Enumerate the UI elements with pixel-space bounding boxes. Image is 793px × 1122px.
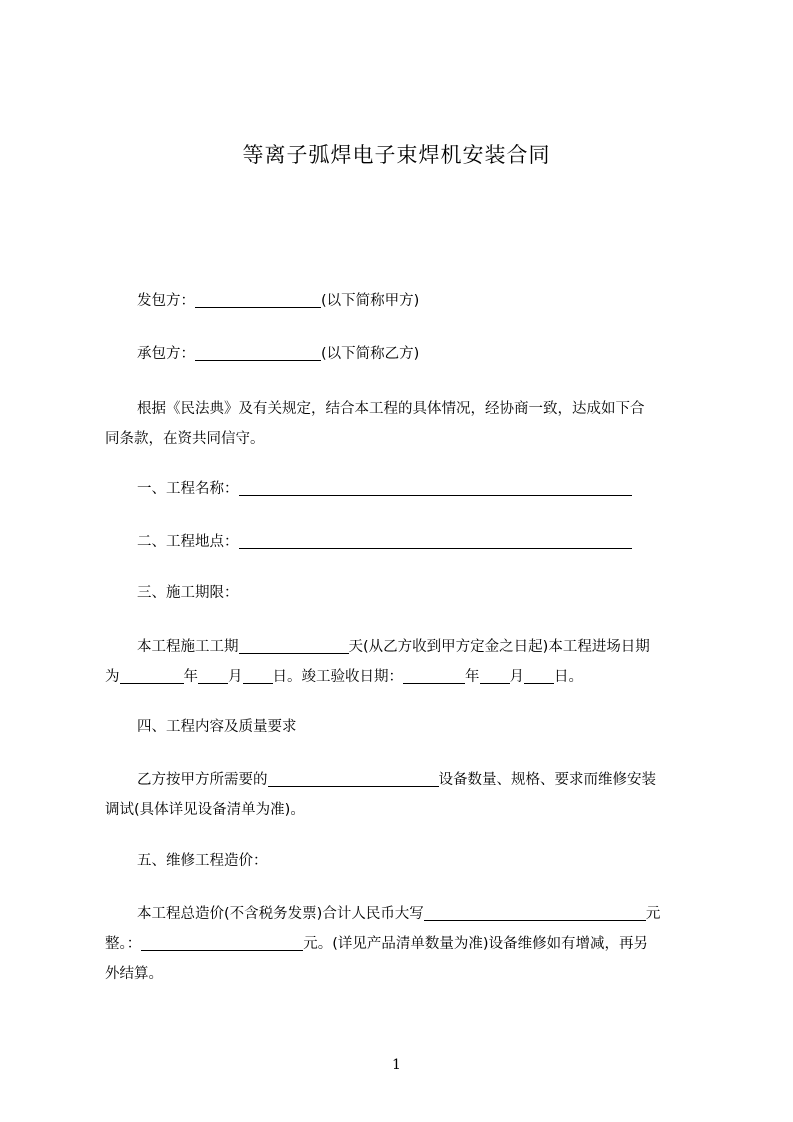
section-3-line-2: [105, 662, 703, 692]
section-2-label: 二、工程地点：: [137, 534, 239, 550]
construction-days-blank: [239, 637, 349, 654]
party-a-suffix: (以下简称甲方): [321, 293, 420, 309]
party-b-suffix: (以下简称乙方): [321, 346, 420, 362]
party-a-blank: [195, 291, 321, 308]
entry-date-prefix: 为: [105, 669, 120, 685]
section-4-line-2: 调试(具体详见设备清单为准)。: [105, 802, 305, 818]
entry-day-label: 日。竣工验收日期：: [272, 669, 403, 685]
completion-day-blank: [524, 667, 554, 684]
preamble-paragraph: [105, 394, 703, 454]
section-3-paragraph: [105, 632, 703, 692]
section-5-paragraph: [105, 899, 703, 989]
completion-year-blank: [403, 667, 465, 684]
entry-day-blank: [243, 667, 273, 684]
project-name-blank: [239, 479, 632, 496]
price-detail-text: 元。(详见产品清单数量为准)设备维修如有增减，再另: [303, 936, 649, 952]
entry-month-blank: [198, 667, 228, 684]
project-location-blank: [239, 532, 632, 549]
entry-year-blank: [120, 667, 184, 684]
section-1-label: 一、工程名称：: [137, 481, 239, 497]
total-price-number-blank: [141, 934, 303, 951]
preamble-line-2: 同条款，在资共同信守。: [105, 431, 265, 447]
document-title: 等离子弧焊电子束焊机安装合同: [242, 143, 551, 167]
entry-month-label: 月: [228, 669, 243, 685]
section-4-paragraph: [105, 765, 703, 825]
section-2-line: [105, 527, 735, 557]
entry-year-label: 年: [183, 669, 198, 685]
yuan-label: 元: [645, 906, 661, 922]
total-price-text: 本工程总造价(不含税务发票)合计人民币大写: [137, 906, 424, 922]
party-a-label: 发包方：: [137, 293, 195, 309]
party-b-blank: [195, 344, 321, 361]
completion-day-label: 日。: [554, 669, 583, 685]
section-1-line: [105, 474, 735, 504]
preamble-line-1: 根据《民法典》及有关规定，结合本工程的具体情况，经协商一致，达成如下合: [137, 401, 645, 417]
party-b-label: 承包方：: [137, 346, 195, 362]
section-5-line-3: 外结算。: [105, 966, 163, 982]
construction-period-text: 本工程施工工期: [137, 639, 239, 655]
party-b-line: [105, 339, 735, 369]
section-4-heading: 四、工程内容及质量要求: [137, 719, 297, 735]
page-number: 1: [392, 1057, 401, 1073]
equipment-requirements-text: 设备数量、规格、要求而维修安装: [438, 772, 656, 788]
completion-year-label: 年: [465, 669, 480, 685]
party-a-line: [105, 286, 735, 316]
total-price-prefix: 整。：: [105, 936, 142, 952]
section-5-line-2: [105, 929, 703, 959]
total-price-words-blank: [424, 904, 646, 921]
completion-month-blank: [480, 667, 510, 684]
section-3-heading: 三、施工期限：: [137, 585, 239, 601]
completion-month-label: 月: [509, 669, 524, 685]
section-5-heading: 五、维修工程造价：: [137, 853, 268, 869]
entry-date-text: 天(从乙方收到甲方定金之日起)本工程进场日期: [348, 639, 650, 655]
section-3-line-1: [105, 632, 703, 662]
equipment-blank: [268, 770, 439, 787]
required-equipment-text: 乙方按甲方所需要的: [137, 772, 268, 788]
section-5-line-1: [105, 899, 703, 929]
section-4-line-1: [105, 765, 703, 795]
